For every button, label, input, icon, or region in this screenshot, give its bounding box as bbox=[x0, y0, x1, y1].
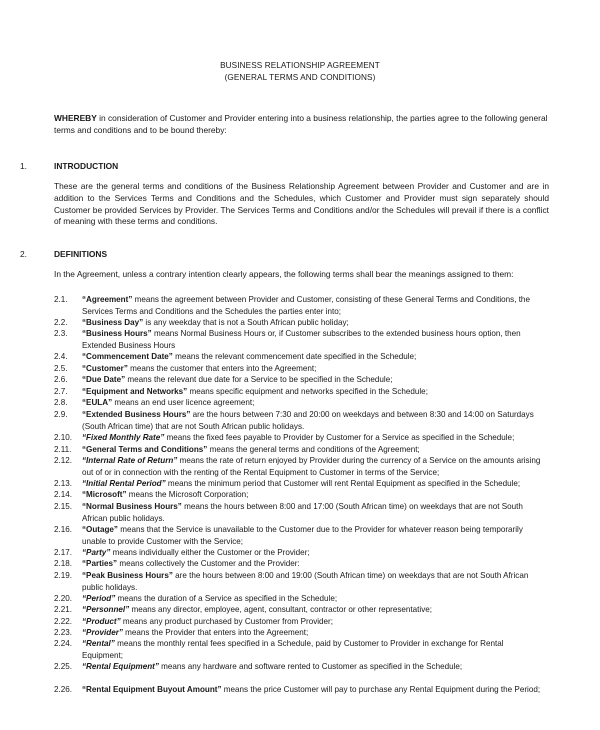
definition-body: means the duration of a Service as specified in the Schedule; bbox=[115, 594, 338, 603]
definition-number: 2.18. bbox=[54, 559, 73, 568]
definition-term: “EULA” bbox=[82, 398, 113, 407]
definition-body: means the customer that enters into the Agreement; bbox=[127, 364, 317, 373]
definition-item bbox=[54, 455, 554, 478]
definition-item bbox=[54, 386, 554, 398]
definition-body: means an end user licence agreement; bbox=[112, 398, 255, 407]
definition-text bbox=[82, 547, 544, 559]
definition-text bbox=[82, 455, 544, 478]
whereby-text: in consideration of Customer and Provider entering into a business relationship, the parties agree to the following general terms and conditions and to be bound thereby: bbox=[54, 113, 548, 135]
definition-term: “Fixed Monthly Rate” bbox=[82, 433, 165, 442]
definition-text bbox=[82, 489, 544, 501]
definition-number: 2.7. bbox=[54, 387, 68, 396]
definition-text bbox=[82, 397, 544, 409]
definition-body: are the hours between 7:30 and 20:00 on weekdays and between 8:30 and 14:00 on Saturdays (South African time) that are not South African public holidays. bbox=[82, 410, 534, 431]
definition-term: “Parties” bbox=[82, 559, 118, 568]
definition-term: “Business Hours” bbox=[82, 329, 152, 338]
definition-number: 2.14. bbox=[54, 490, 73, 499]
definition-body: means specific equipment and networks specified in the Schedule; bbox=[187, 387, 428, 396]
definition-body: means the relevant commencement date specified in the Schedule; bbox=[172, 352, 417, 361]
definition-text bbox=[82, 294, 544, 317]
definition-body: means Normal Business Hours or, if Customer subscribes to the extended business hours option, then Extended Business Hours bbox=[82, 329, 521, 350]
definition-item bbox=[54, 570, 554, 593]
definition-number: 2.1. bbox=[54, 295, 68, 304]
definition-text bbox=[82, 317, 544, 329]
definition-term: “Equipment and Networks” bbox=[82, 387, 188, 396]
definition-number: 2.17. bbox=[54, 548, 73, 557]
definition-number: 2.20. bbox=[54, 594, 73, 603]
document-subtitle: (GENERAL TERMS AND CONDITIONS) bbox=[224, 73, 376, 82]
definition-body: means any hardware and software rented to Customer as specified in the Schedule; bbox=[158, 662, 463, 671]
definition-term: “Personnel” bbox=[82, 605, 130, 614]
definition-term: “Product” bbox=[82, 617, 121, 626]
definition-number: 2.22. bbox=[54, 617, 73, 626]
definition-item bbox=[54, 489, 554, 501]
definition-term: “Period” bbox=[82, 594, 116, 603]
definition-text bbox=[82, 351, 544, 363]
definition-number: 2.24. bbox=[54, 639, 73, 648]
definition-text bbox=[82, 374, 544, 386]
definition-text bbox=[82, 386, 544, 398]
definition-item bbox=[54, 627, 554, 639]
whereby-lead: WHEREBY bbox=[54, 113, 97, 123]
definition-item bbox=[54, 351, 554, 363]
definition-item bbox=[54, 294, 554, 317]
definition-text bbox=[82, 558, 544, 570]
definition-item bbox=[54, 444, 554, 456]
definition-body: means the general terms and conditions of the Agreement; bbox=[207, 445, 420, 454]
definition-term: “Rental Equipment Buyout Amount” bbox=[82, 685, 222, 694]
definition-text bbox=[82, 638, 544, 661]
definition-item bbox=[54, 661, 554, 673]
definition-number: 2.11. bbox=[54, 445, 72, 454]
definition-body: means any director, employee, agent, consultant, contractor or other representative; bbox=[129, 605, 433, 614]
definition-text bbox=[82, 501, 544, 524]
definition-body: means the Provider that enters into the Agreement; bbox=[122, 628, 309, 637]
definition-body: means the minimum period that Customer will rent Rental Equipment as specified in the Schedule; bbox=[165, 479, 521, 488]
definition-item bbox=[54, 397, 554, 409]
definition-item bbox=[54, 478, 554, 490]
definition-text bbox=[82, 593, 544, 605]
definition-text bbox=[82, 616, 544, 628]
definition-item bbox=[54, 638, 554, 661]
definition-term: “Agreement” bbox=[82, 295, 133, 304]
definition-body: means the hours between 8:00 and 17:00 (South African time) on weekdays that are not South African public holidays. bbox=[82, 502, 523, 523]
definition-text bbox=[82, 661, 544, 673]
definition-number: 2.15. bbox=[54, 502, 73, 511]
definition-term: “Internal Rate of Return” bbox=[82, 456, 178, 465]
definition-body: means the rate of return enjoyed by Provider during the currency of a Service on the amounts arising out of or in connection with the renting of the Rental Equipment to Customer in terms of the Service; bbox=[82, 456, 541, 477]
definitions-intro-paragraph: In the Agreement, unless a contrary intention clearly appears, the following terms shall bear the meanings assigned to them: bbox=[54, 269, 514, 279]
definition-body: means that the Service is unavailable to the Customer due to the Provider for whatever reason being temporarily unable to provide Customer with the Service; bbox=[82, 525, 523, 546]
definition-item bbox=[54, 558, 554, 570]
definition-body: are the hours between 8:00 and 19:00 (South African time) on weekdays that are not South African public holidays. bbox=[82, 571, 529, 592]
definition-term: “Initial Rental Period” bbox=[82, 479, 166, 488]
definition-body: is any weekday that is not a South African public holiday; bbox=[143, 318, 349, 327]
definition-number: 2.19. bbox=[54, 571, 73, 580]
definition-number: 2.26. bbox=[54, 685, 73, 694]
definition-text bbox=[82, 478, 544, 490]
definition-number: 2.10. bbox=[54, 433, 73, 442]
definition-term: “Rental” bbox=[82, 639, 115, 648]
definition-item bbox=[54, 363, 554, 375]
definition-item bbox=[54, 616, 554, 628]
definition-text bbox=[82, 524, 544, 547]
definition-number: 2.2. bbox=[54, 318, 68, 327]
introduction-paragraph: These are the general terms and conditions of the Business Relationship Agreement between Provider and Customer and are in addition to the Services Terms and Conditions and the Schedules, which Customer and Provider must sign separately should Customer be provided Services by Provider. The Services Terms and Conditions and/or the Schedules will prevail if there is a conflict of meaning with these terms and conditions. bbox=[54, 181, 549, 227]
definition-item bbox=[54, 547, 554, 559]
definition-body: means any product purchased by Customer from Provider; bbox=[120, 617, 334, 626]
definition-body: means the Microsoft Corporation; bbox=[126, 490, 249, 499]
definition-item bbox=[54, 501, 554, 524]
definition-term: “Due Date” bbox=[82, 375, 126, 384]
definition-text bbox=[82, 604, 544, 616]
definition-number: 2.9. bbox=[54, 410, 68, 419]
definition-item bbox=[54, 684, 554, 696]
definition-text bbox=[82, 444, 544, 456]
definition-term: “Peak Business Hours” bbox=[82, 571, 173, 580]
definition-term: “Rental Equipment” bbox=[82, 662, 159, 671]
definition-text bbox=[82, 409, 544, 432]
definition-item bbox=[54, 524, 554, 547]
definition-body: means individually either the Customer or the Provider; bbox=[110, 548, 310, 557]
definition-text bbox=[82, 684, 544, 696]
definition-item bbox=[54, 374, 554, 386]
definition-item bbox=[54, 604, 554, 616]
definition-item bbox=[54, 317, 554, 329]
definition-number: 2.12. bbox=[54, 456, 73, 465]
definition-number: 2.23. bbox=[54, 628, 73, 637]
definition-number: 2.5. bbox=[54, 364, 68, 373]
definition-text bbox=[82, 627, 544, 639]
definition-body: means the relevant due date for a Service to be specified in the Schedule; bbox=[125, 375, 393, 384]
definition-number: 2.8. bbox=[54, 398, 68, 407]
definition-item bbox=[54, 593, 554, 605]
definition-text bbox=[82, 328, 544, 351]
definition-body: means the fixed fees payable to Provider by Customer for a Service as specified in the Schedule; bbox=[164, 433, 515, 442]
definition-body: means collectively the Customer and the Provider: bbox=[117, 559, 300, 568]
section-title: DEFINITIONS bbox=[54, 249, 108, 259]
definition-term: “Normal Business Hours” bbox=[82, 502, 182, 511]
definition-term: “Business Day” bbox=[82, 318, 144, 327]
whereby-paragraph bbox=[54, 113, 549, 137]
definition-body: means the monthly rental fees specified in a Schedule, paid by Customer to Provider in exchange for Rental Equipment; bbox=[82, 639, 504, 660]
section-number: 2. bbox=[20, 249, 27, 259]
definition-number: 2.21. bbox=[54, 605, 73, 614]
definition-term: “Microsoft” bbox=[82, 490, 127, 499]
definition-term: “Commencement Date” bbox=[82, 352, 173, 361]
definition-body: means the price Customer will pay to purchase any Rental Equipment during the Period; bbox=[221, 685, 541, 694]
definition-item bbox=[54, 432, 554, 444]
definition-number: 2.25. bbox=[54, 662, 73, 671]
definition-term: “Party” bbox=[82, 548, 111, 557]
definition-text bbox=[82, 363, 544, 375]
definition-item bbox=[54, 328, 554, 351]
definition-term: “Outage” bbox=[82, 525, 118, 534]
definition-term: “Provider” bbox=[82, 628, 123, 637]
section-heading-definitions bbox=[20, 249, 107, 259]
definition-number: 2.6. bbox=[54, 375, 68, 384]
definition-number: 2.4. bbox=[54, 352, 68, 361]
section-title: INTRODUCTION bbox=[54, 161, 119, 171]
definition-number: 2.3. bbox=[54, 329, 68, 338]
document-title: BUSINESS RELATIONSHIP AGREEMENT bbox=[220, 61, 380, 70]
definition-text bbox=[82, 432, 544, 444]
definition-body: means the agreement between Provider and Customer, consisting of these General Terms and Conditions, the Services Terms and Conditions and the Schedules the parties enter into; bbox=[82, 295, 530, 316]
definition-number: 2.13. bbox=[54, 479, 73, 488]
definition-term: “Customer” bbox=[82, 364, 128, 373]
definition-term: “General Terms and Conditions” bbox=[82, 445, 208, 454]
definition-term: “Extended Business Hours” bbox=[82, 410, 191, 419]
section-heading-introduction bbox=[20, 161, 118, 171]
definition-number: 2.16. bbox=[54, 525, 73, 534]
definition-item bbox=[54, 409, 554, 432]
section-number: 1. bbox=[20, 161, 27, 171]
definition-text bbox=[82, 570, 544, 593]
